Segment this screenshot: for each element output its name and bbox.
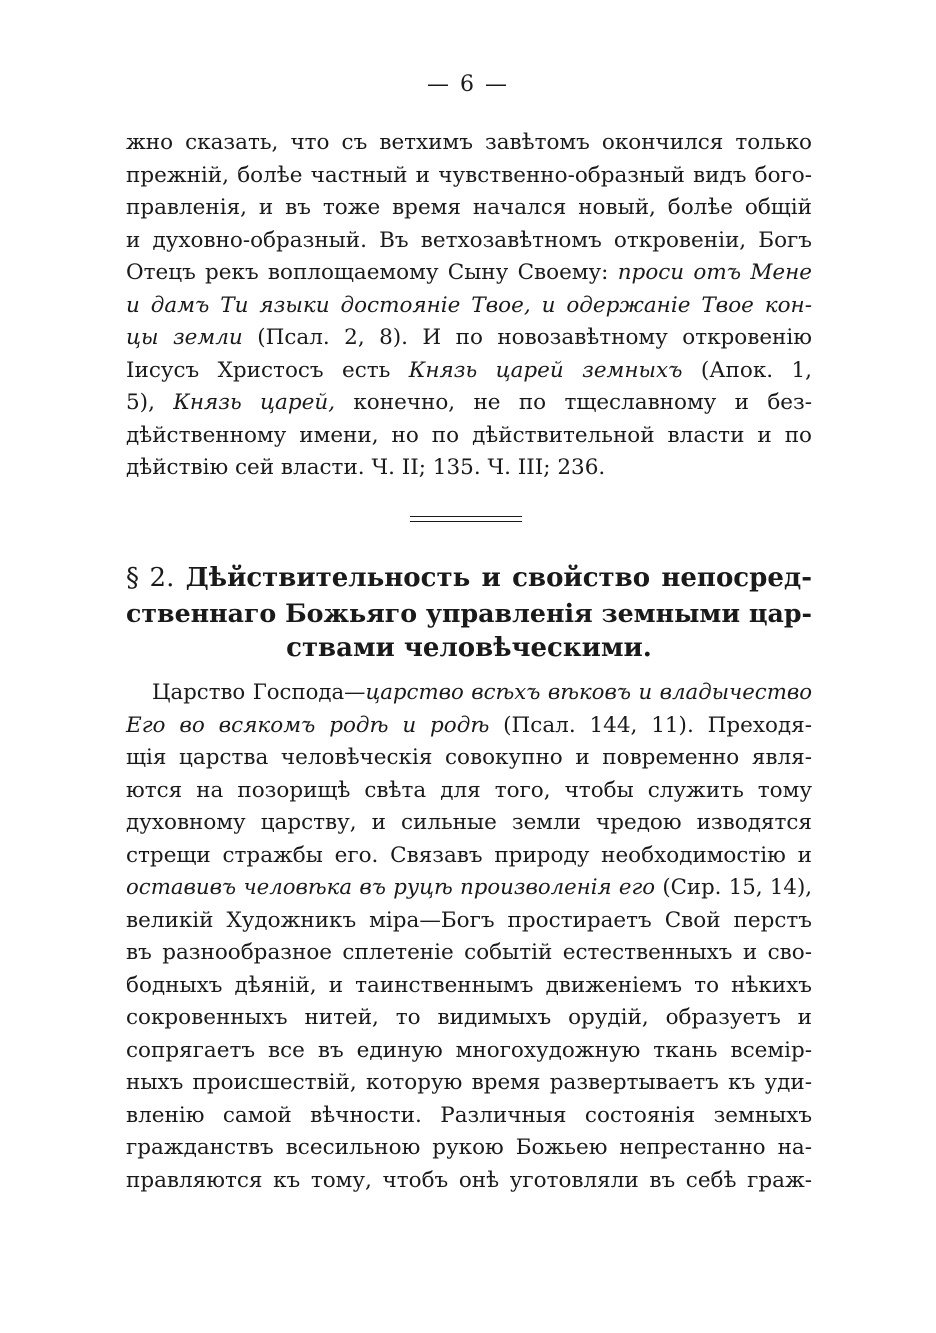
text-line [126,742,812,775]
italic-quote: Его во всякомъ родѣ и родѣ [126,712,490,738]
heading-text: ственнаго Божьяго управленія земными цар- [126,598,812,628]
text-line [126,710,812,743]
text-run: дѣйственному имени, но по дѣйствительной власти и по [126,422,812,448]
text-line [126,355,812,388]
text-line [126,322,812,355]
text-run: сокровенныхъ нитей, то видимыхъ орудій, образуетъ и [126,1005,812,1030]
text-line [126,807,812,840]
section-heading [126,561,812,666]
text-run: (Апок. 1, [682,357,812,383]
text-line [126,1002,812,1035]
text-line [126,290,812,323]
text-run: сопрягаетъ все въ единую многохудожную ткань всемір- [126,1037,812,1063]
italic-quote: цы земли [126,325,243,350]
text-run: дѣйствію сей власти. Ч. II; 135. Ч. III; 236. [126,455,606,480]
text-line [126,420,812,453]
text-run: жно сказать, что съ ветхимъ завѣтомъ окончился только [126,130,812,155]
text-line [126,840,812,873]
text-line [126,1100,812,1133]
text-run: гражданствъ всесильною рукою Божьею непрестанно на- [126,1135,812,1160]
section-number: § 2. [126,563,175,593]
text-line [126,677,812,710]
text-line [126,257,812,290]
text-line [126,872,812,905]
text-run: правляются къ тому, чтобъ онѣ уготовляли въ себѣ граж- [126,1167,812,1193]
text-run: и духовно-образный. Въ ветхозавѣтномъ откровеніи, Богъ [126,227,812,253]
text-run: великій Художникъ міра—Богъ простираетъ Свой перстъ [126,907,812,933]
text-line [126,160,812,193]
text-run: прежній, болѣе частный и чувственно-образный видъ бого- [126,162,812,188]
italic-quote: и дамъ Ти языки достояніе Твое, и одержаніе Твое кон- [126,292,812,318]
heading-line [126,631,812,666]
page-number: — 6 — [427,72,509,97]
text-run: ныхъ происшествій, которую время развертываетъ къ уди- [126,1070,812,1095]
heading-text: ствами человѣческими. [286,633,652,663]
text-line [126,192,812,225]
section-divider [410,516,522,522]
paragraph-top [126,127,812,485]
text-run: Царство Господа— [152,680,366,705]
italic-quote: проси отъ Мене [617,260,812,285]
text-line [126,937,812,970]
italic-quote: Князь царей, [173,390,336,415]
text-run: щія царства человѣческія совокупно и повременно явля- [126,745,812,770]
text-line [126,127,812,160]
text-line [126,1035,812,1068]
text-run: стрещи стражбы его. Связавъ природу необходимостію и [126,842,812,868]
text-run: бодныхъ дѣяній, и таинственнымъ движеніемъ то нѣкихъ [126,972,812,998]
text-run: вленію самой вѣчности. Различныя состоянія земныхъ [126,1102,812,1128]
text-line [126,1165,812,1198]
text-line [126,387,812,420]
text-run: Іисусъ Христосъ есть [126,357,409,383]
italic-quote: Князь царей земныхъ [408,357,683,383]
heading-text: Дѣйствительность и свойство непосред- [185,563,812,593]
text-line [126,452,812,485]
text-run: Отецъ рекъ воплощаемому Сыну Своему: [126,260,618,285]
text-line [126,225,812,258]
text-line [126,905,812,938]
italic-quote: царство всѣхъ вѣковъ и владычество [365,680,813,705]
heading-line [126,596,812,631]
text-run: 5), [126,390,174,415]
text-line [126,1132,812,1165]
text-run: (Псал. 144, 11). Преходя- [489,712,812,738]
italic-quote: оставивъ человѣка въ руцѣ произволенія его [126,875,656,900]
heading-line [126,561,812,596]
text-run: ются на позорищѣ свѣта для того, чтобы служить тому [126,777,812,803]
text-line [126,970,812,1003]
text-line [126,1067,812,1100]
paragraph-main [126,677,812,1197]
text-run: правленія, и въ тоже время начался новый, болѣе общій [126,195,812,220]
text-run: конечно, не по тщеславному и без- [335,390,812,415]
text-run: (Псал. 2, 8). И по новозавѣтному откровенію [242,325,812,350]
text-run: въ разнообразное сплетеніе событій естественныхъ и сво- [126,940,812,965]
text-run: духовному царству, и сильные земли чредою изводятся [126,810,812,835]
text-run: (Сир. 15, 14), [655,875,812,900]
text-line [126,775,812,808]
